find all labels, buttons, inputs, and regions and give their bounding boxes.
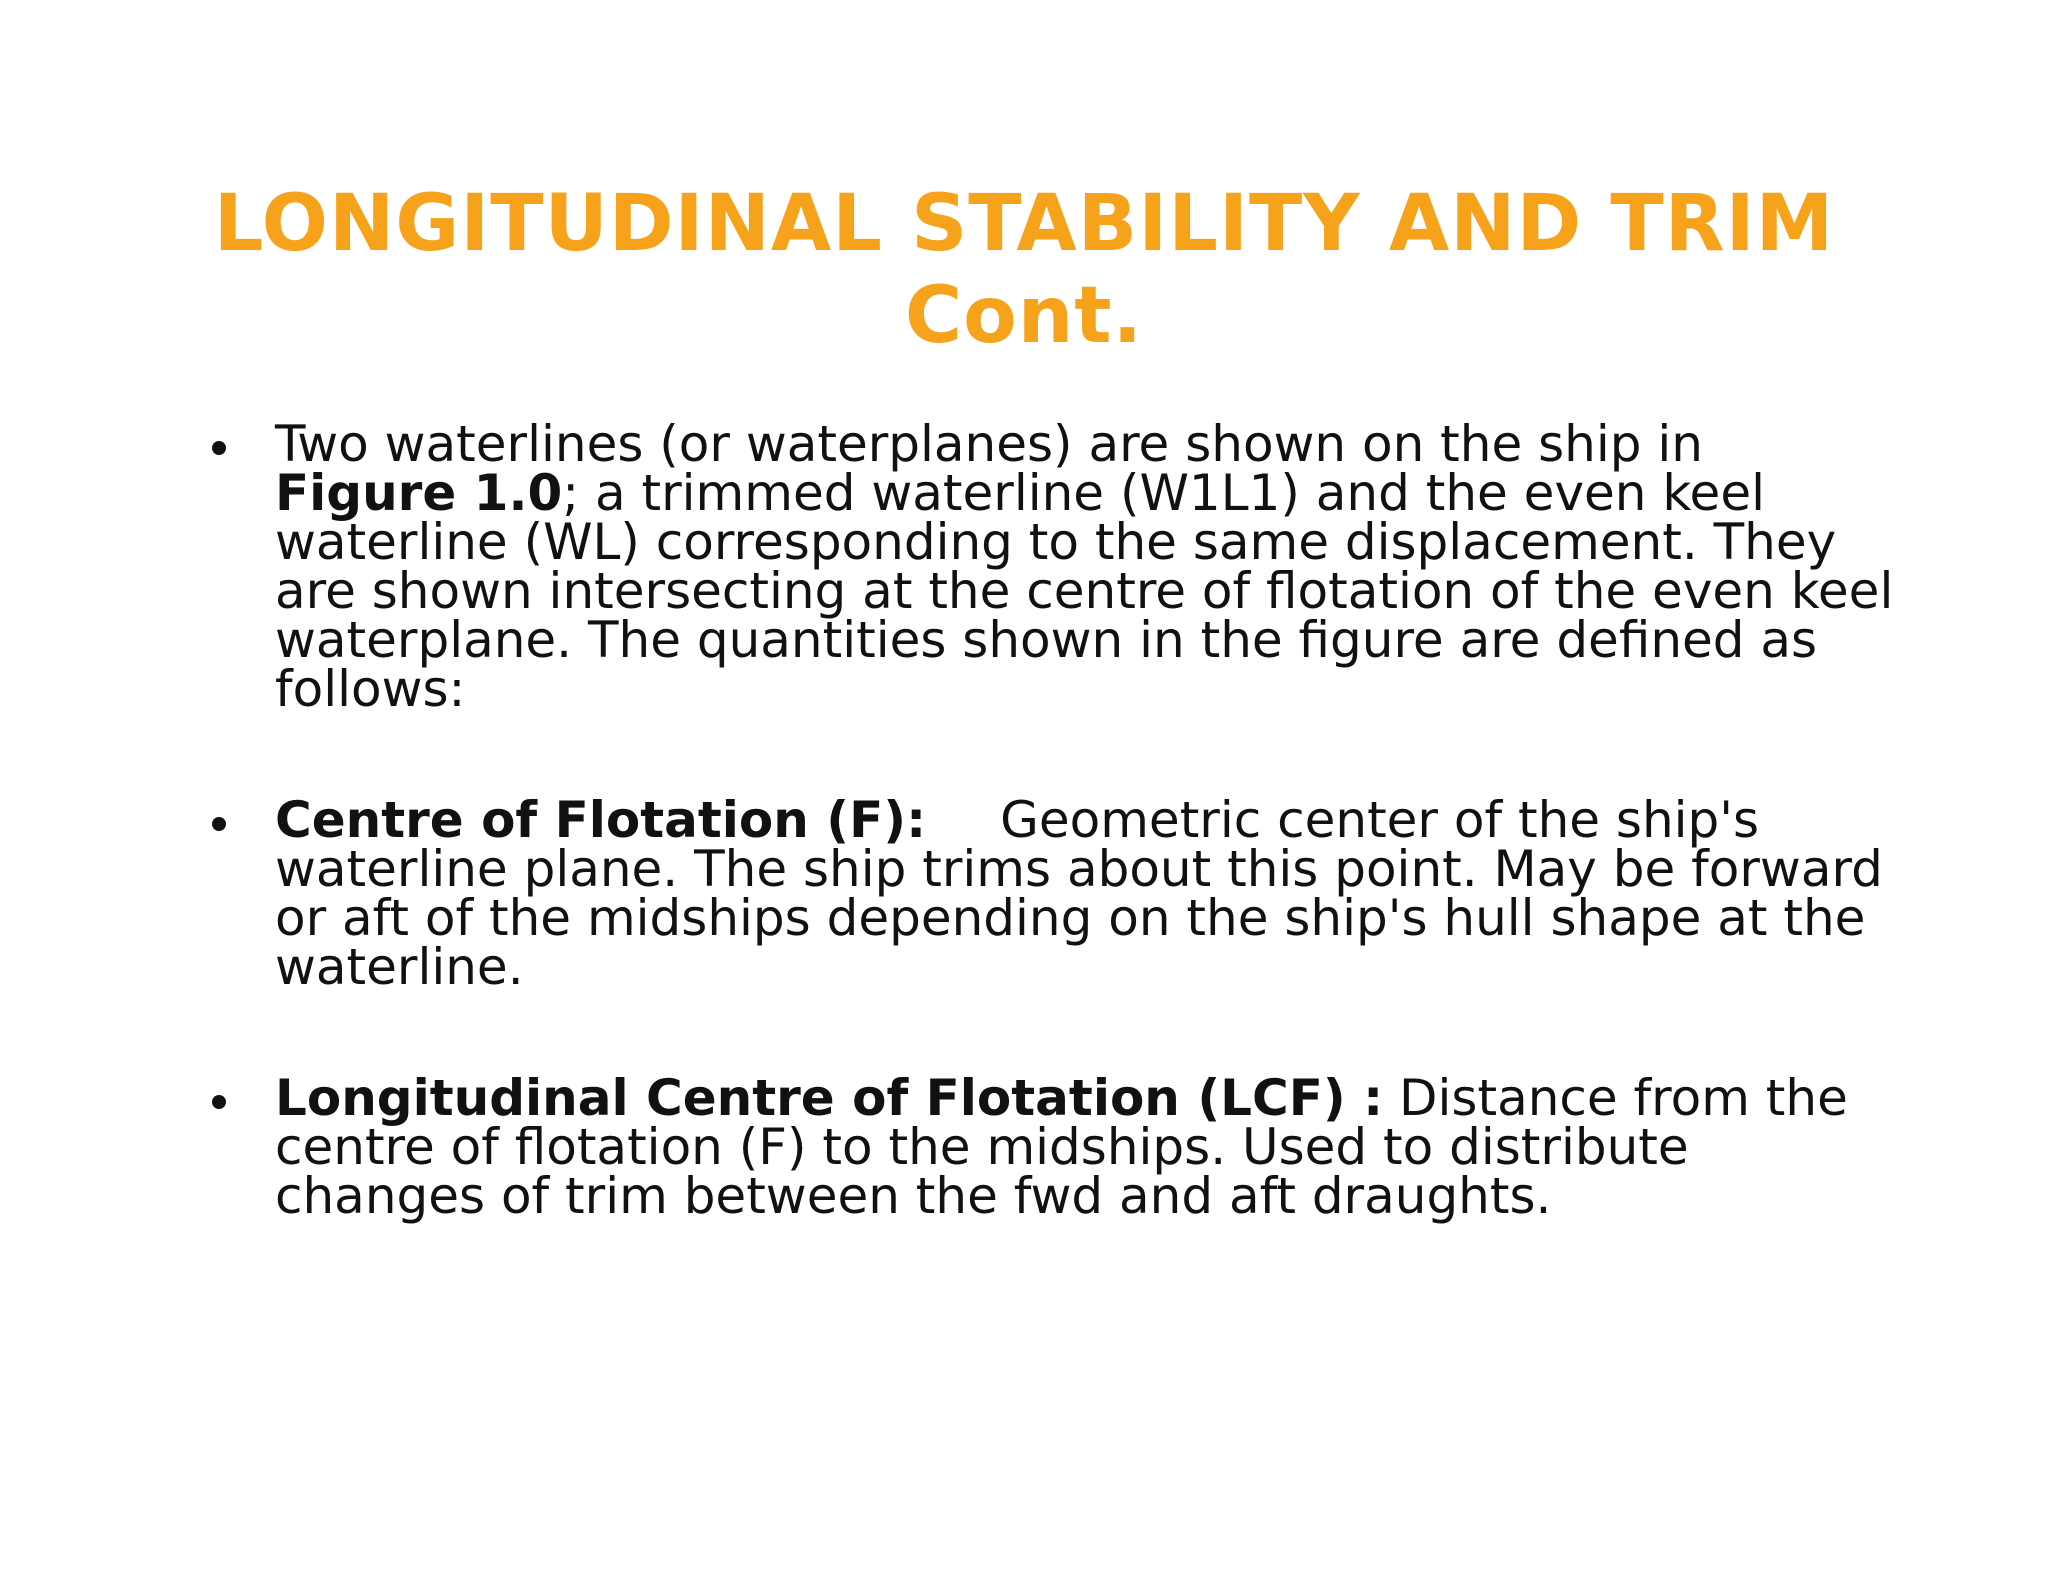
term-centre-of-flotation: Centre of Flotation (F): bbox=[275, 791, 927, 849]
bullet-dot-icon bbox=[212, 441, 226, 455]
definition-centre-of-flotation: Geometric center of the ship's waterline plane. The ship trims about this point. May be forward or aft of the midships depending on the ship's hull shape at the waterline. bbox=[275, 791, 1883, 996]
title-line-2: Cont. bbox=[904, 271, 1144, 361]
title-line-1: LONGITUDINAL STABILITY AND TRIM bbox=[213, 179, 1835, 269]
slide-title bbox=[0, 178, 2048, 362]
bullet-item-waterlines bbox=[0, 415, 2048, 718]
figure-reference: Figure 1.0 bbox=[275, 464, 563, 522]
bullet-dot-icon bbox=[212, 817, 226, 831]
bullet-dot-icon bbox=[212, 1095, 226, 1109]
bullet-list bbox=[0, 415, 2048, 1225]
term-lcf: Longitudinal Centre of Flotation (LCF) : bbox=[275, 1069, 1384, 1127]
bullet-item-lcf bbox=[0, 1069, 2048, 1225]
bullet-text-after: ; a trimmed waterline (W1L1) and the even keel waterline (WL) corresponding to the same displacement. They are shown intersecting at the centre of flotation of the even keel waterplane. The quantities shown in the figure are defined as follows: bbox=[275, 464, 1894, 718]
definition-lcf: Distance from the centre of flotation (F) to the midships. Used to distribute changes of trim between the fwd and aft draughts. bbox=[275, 1069, 1848, 1225]
bullet-text-before: Two waterlines (or waterplanes) are shown on the ship in bbox=[275, 415, 1703, 473]
bullet-item-centre-of-flotation bbox=[0, 791, 2048, 996]
